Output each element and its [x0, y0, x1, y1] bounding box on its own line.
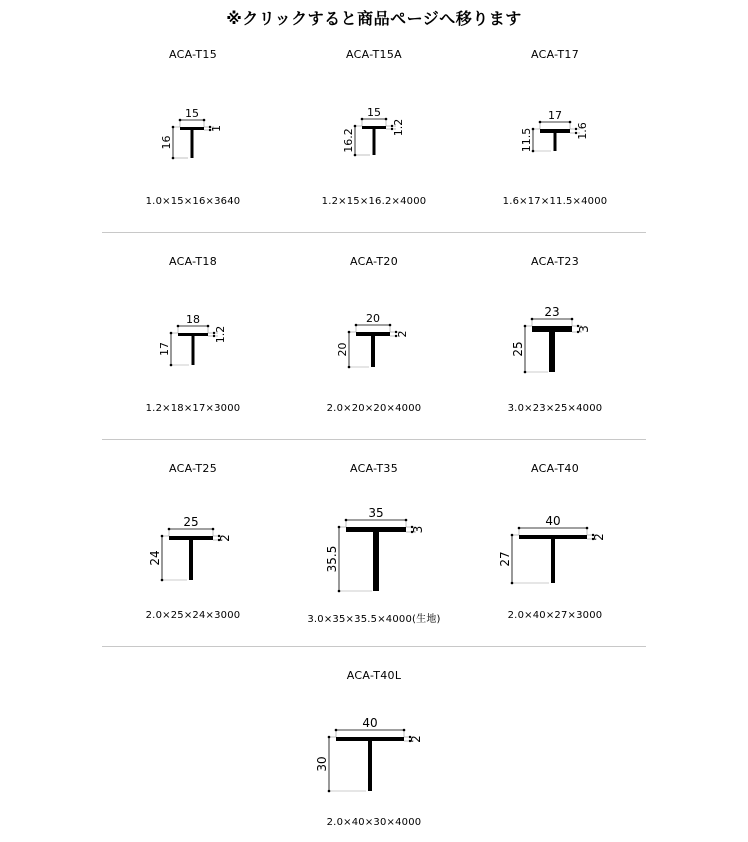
height-label: 16 — [160, 135, 173, 150]
profile-web — [551, 535, 555, 583]
dimension-dot — [518, 527, 521, 530]
dimension-dot — [345, 519, 348, 522]
thickness-label: 1.2 — [392, 118, 405, 137]
dimension-dot — [161, 535, 164, 538]
product-spec: 2.0×20×20×4000 — [326, 403, 422, 414]
product-link-aca-t35[interactable] — [274, 414, 474, 625]
width-label: 15 — [185, 107, 199, 120]
height-label: 20 — [336, 342, 349, 357]
dimension-dot — [511, 534, 514, 537]
height-label: 25 — [511, 341, 525, 357]
dimension-dot — [328, 736, 331, 739]
height-label: 17 — [158, 342, 171, 356]
dimension-dot — [172, 126, 175, 129]
profile-drawing — [274, 207, 474, 407]
dimension-dot — [179, 119, 182, 122]
width-label: 18 — [186, 313, 200, 326]
product-model: ACA-T18 — [168, 255, 218, 268]
product-model: ACA-T35 — [349, 462, 399, 475]
dimension-dot — [207, 325, 210, 328]
profile-drawing — [93, 414, 293, 614]
dimension-dot — [338, 526, 341, 529]
width-label: 25 — [183, 515, 199, 529]
width-label: 40 — [545, 514, 561, 528]
profile-web — [373, 126, 376, 155]
width-label: 17 — [548, 109, 562, 122]
dimension-dot — [328, 790, 331, 793]
dimension-dot — [569, 121, 572, 124]
dimension-dot — [511, 582, 514, 585]
product-link-aca-t18[interactable] — [93, 207, 293, 414]
height-label: 27 — [498, 551, 512, 567]
profile-drawing — [274, 414, 474, 614]
dimension-dot — [385, 118, 388, 121]
product-model: ACA-T20 — [349, 255, 399, 268]
dimension-dot — [571, 318, 574, 321]
thickness-label: 2 — [396, 330, 409, 338]
height-label: 35.5 — [325, 545, 339, 573]
width-label: 23 — [544, 305, 560, 319]
profile-web — [368, 737, 372, 791]
product-link-aca-t23[interactable] — [455, 207, 655, 414]
width-label: 35 — [368, 506, 384, 520]
thickness-label: 2 — [592, 533, 606, 541]
product-spec: 1.2×18×17×3000 — [145, 403, 241, 414]
thickness-label: 2 — [218, 534, 232, 542]
profile-web — [191, 127, 194, 158]
height-label: 11.5 — [520, 127, 533, 153]
dimension-dot — [354, 125, 357, 128]
dimension-dot — [524, 325, 527, 328]
profile-drawing — [455, 0, 655, 200]
width-label: 15 — [367, 106, 381, 119]
height-label: 30 — [315, 756, 329, 772]
page-title: ※クリックすると商品ページへ移ります — [226, 9, 522, 28]
product-model: ACA-T23 — [530, 255, 580, 268]
width-label: 40 — [362, 716, 378, 730]
height-label: 16.2 — [342, 128, 355, 153]
dimension-dot — [405, 519, 408, 522]
product-model: ACA-T15 — [168, 48, 218, 61]
dimension-dot — [212, 528, 215, 531]
thickness-label: 1 — [210, 125, 223, 132]
product-model: ACA-T25 — [168, 462, 218, 475]
width-label: 20 — [366, 312, 380, 325]
thickness-label: 3 — [577, 325, 591, 333]
product-link-aca-t20[interactable] — [274, 207, 474, 414]
dimension-dot — [170, 364, 173, 367]
product-model: ACA-T15A — [346, 48, 402, 61]
product-model: ACA-T17 — [530, 48, 580, 61]
dimension-dot — [348, 331, 351, 334]
dimension-dot — [403, 729, 406, 732]
product-spec: 2.0×25×24×3000 — [145, 610, 241, 621]
profile-web — [549, 326, 555, 372]
product-spec: 2.0×40×27×3000 — [507, 610, 603, 621]
product-spec: 1.0×15×16×3640 — [145, 196, 241, 207]
thickness-label: 2 — [409, 735, 423, 743]
profile-drawing — [274, 621, 474, 821]
thickness-label: 3 — [411, 525, 425, 534]
dimension-dot — [170, 332, 173, 335]
product-link-aca-t40[interactable] — [455, 414, 655, 621]
product-spec: 1.2×15×16.2×4000 — [321, 196, 427, 207]
dimension-dot — [348, 366, 351, 369]
dimension-dot — [586, 527, 589, 530]
dimension-dot — [172, 157, 175, 160]
product-link-aca-t25[interactable] — [93, 414, 293, 621]
thickness-label: 1.6 — [576, 122, 589, 140]
dimension-dot — [524, 371, 527, 374]
product-link-aca-t17[interactable] — [455, 0, 655, 207]
profile-web — [192, 333, 195, 365]
profile-drawing — [93, 0, 293, 200]
product-spec: 3.0×23×25×4000 — [507, 403, 603, 414]
product-link-aca-t15[interactable] — [93, 0, 293, 207]
profile-web — [554, 129, 557, 151]
dimension-dot — [177, 325, 180, 328]
profile-web — [189, 536, 193, 580]
dimension-dot — [355, 324, 358, 327]
profile-drawing — [455, 207, 655, 407]
profile-web — [371, 332, 375, 367]
dimension-dot — [389, 324, 392, 327]
profile-web — [373, 527, 379, 591]
dimension-dot — [361, 118, 364, 121]
dimension-dot — [354, 154, 357, 157]
product-link-aca-t40l[interactable] — [274, 621, 474, 828]
height-label: 24 — [148, 550, 162, 566]
dimension-dot — [338, 590, 341, 593]
thickness-label: 1.2 — [214, 325, 227, 344]
profile-drawing — [274, 0, 474, 200]
dimension-dot — [203, 119, 206, 122]
product-spec: 3.0×35×35.5×4000(生地) — [307, 614, 441, 625]
profile-drawing — [455, 414, 655, 614]
product-model: ACA-T40L — [346, 669, 402, 682]
product-model: ACA-T40 — [530, 462, 580, 475]
profile-drawing — [93, 207, 293, 407]
dimension-dot — [539, 121, 542, 124]
dimension-dot — [531, 318, 534, 321]
product-spec: 1.6×17×11.5×4000 — [502, 196, 608, 207]
dimension-dot — [335, 729, 338, 732]
dimension-dot — [168, 528, 171, 531]
dimension-dot — [161, 579, 164, 582]
product-link-aca-t15a[interactable] — [274, 0, 474, 207]
product-spec: 2.0×40×30×4000 — [326, 817, 422, 828]
